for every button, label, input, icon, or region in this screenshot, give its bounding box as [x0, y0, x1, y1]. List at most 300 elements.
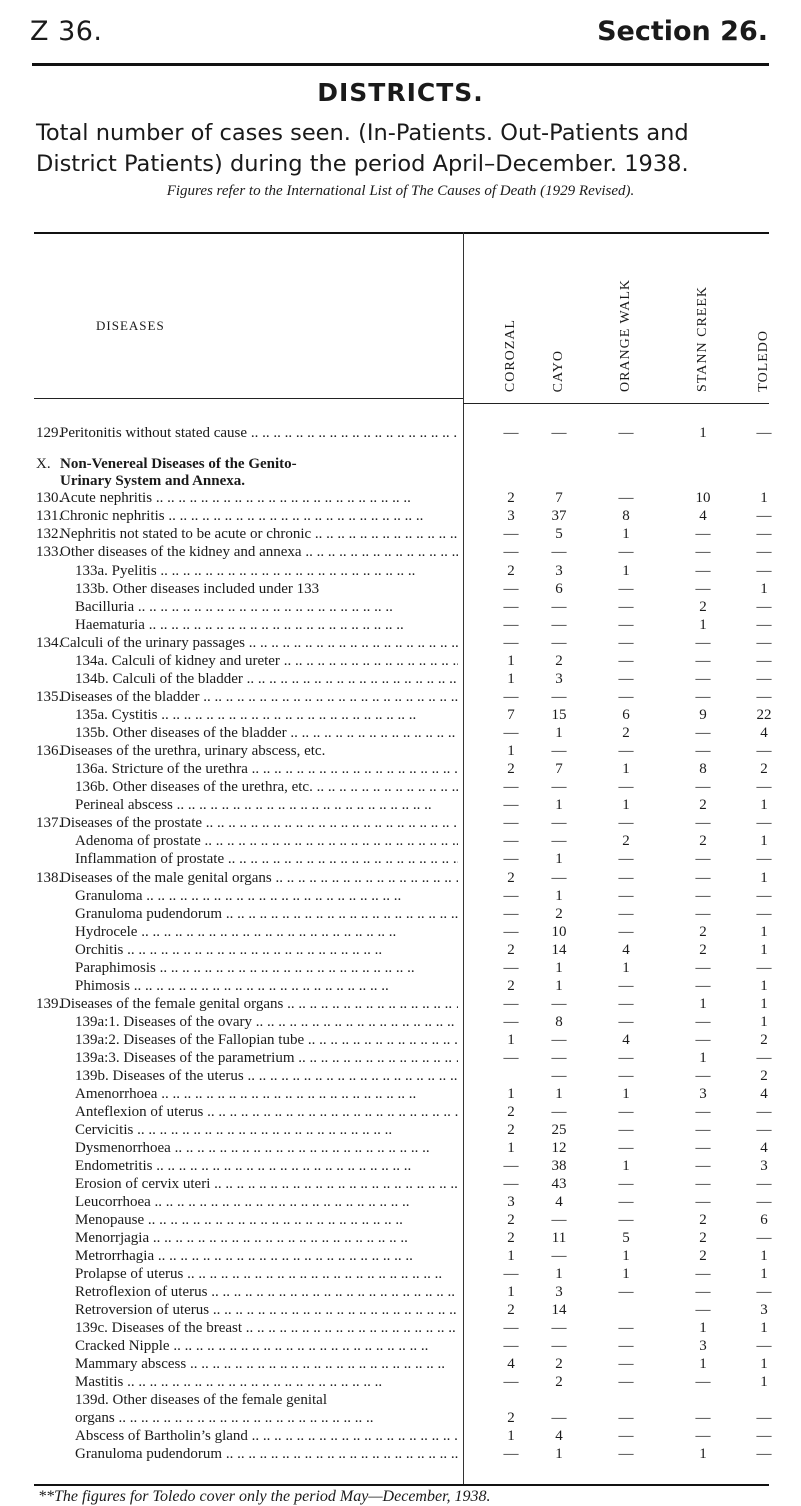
cell-cayo: 2	[555, 1374, 563, 1390]
page-subtitle: Total number of cases seen. (In-Patients. Out-Patients and District Patients) during the period April–December. 1938.	[36, 120, 689, 177]
cell-orange-walk: —	[618, 1050, 634, 1066]
row-label: Erosion of cervix uteri .. ..	[75, 1175, 458, 1193]
cell-stann-creek: —	[695, 725, 711, 741]
cell-orange-walk: —	[618, 1104, 634, 1120]
cell-corozal: —	[503, 1266, 519, 1282]
row-label: 133b. Other diseases included under 133	[75, 581, 320, 597]
cell-toledo: —	[756, 1122, 772, 1138]
cell-stann-creek: —	[695, 1158, 711, 1174]
cell-toledo: —	[756, 617, 772, 633]
cell-toledo: 1	[760, 996, 768, 1012]
cell-stann-creek: 1	[699, 617, 707, 633]
cell-toledo: —	[756, 599, 772, 615]
cell-toledo: —	[756, 425, 772, 441]
cell-stann-creek: —	[695, 671, 711, 687]
cell-stann-creek: —	[695, 779, 711, 795]
cell-toledo: —	[756, 1104, 772, 1120]
cell-corozal: 2	[507, 563, 515, 579]
column-header-toledo: TOLEDO	[756, 330, 771, 392]
cell-toledo: —	[756, 1410, 772, 1426]
cell-stann-creek: —	[695, 960, 711, 976]
cell-cayo: 1	[555, 960, 563, 976]
cell-corozal: —	[503, 689, 519, 705]
cell-orange-walk: —	[618, 743, 634, 759]
cell-orange-walk: —	[618, 779, 634, 795]
table-row	[0, 742, 801, 760]
cell-stann-creek: 3	[699, 1086, 707, 1102]
row-label: Non-Venereal Diseases of the Genito-	[60, 456, 297, 472]
cell-stann-creek: —	[695, 815, 711, 831]
table-row	[0, 814, 801, 832]
table-row	[0, 832, 801, 850]
cell-stann-creek: —	[695, 563, 711, 579]
cell-stann-creek: 1	[699, 1446, 707, 1462]
cell-toledo: 1	[760, 1374, 768, 1390]
table-row	[0, 1193, 801, 1211]
table-row	[0, 706, 801, 724]
cell-cayo: 11	[551, 1230, 567, 1246]
cell-cayo: 2	[555, 906, 563, 922]
cell-corozal: 2	[507, 1302, 515, 1318]
cell-cayo: —	[551, 599, 567, 615]
cell-stann-creek: —	[695, 1194, 711, 1210]
row-label: 139c. Diseases of the breast .. ..	[75, 1319, 458, 1337]
cell-corozal: —	[503, 924, 519, 940]
cell-stann-creek: —	[695, 888, 711, 904]
cell-cayo: 15	[551, 707, 567, 723]
footnote: **The figures for Toledo cover only the period May—December, 1938.	[38, 1488, 491, 1505]
row-label: Mastitis .. ..	[75, 1373, 458, 1391]
row-label: Prolapse of uterus .. ..	[75, 1265, 458, 1283]
table-row	[0, 1391, 801, 1409]
cell-orange-walk: 2	[622, 725, 630, 741]
table-row	[0, 1229, 801, 1247]
cell-cayo: —	[551, 743, 567, 759]
cell-corozal: 2	[507, 978, 515, 994]
cell-toledo: 1	[760, 833, 768, 849]
row-number: 136.	[36, 743, 63, 759]
cell-cayo: 10	[551, 924, 567, 940]
row-label: Other diseases of the kidney and annexa .. ..	[60, 543, 458, 561]
cell-stann-creek: 2	[699, 599, 707, 615]
cell-stann-creek: —	[695, 653, 711, 669]
table-row	[0, 760, 801, 778]
row-label: Amenorrhoea .. ..	[75, 1085, 458, 1103]
cell-orange-walk: —	[618, 851, 634, 867]
cell-orange-walk: —	[618, 544, 634, 560]
cell-corozal: 1	[507, 1248, 515, 1264]
cell-stann-creek: 3	[699, 1338, 707, 1354]
table-bottom-rule	[34, 1484, 769, 1486]
row-number: 134.	[36, 635, 63, 651]
cell-corozal: 2	[507, 1212, 515, 1228]
cell-orange-walk: —	[618, 635, 634, 651]
cell-toledo: —	[756, 906, 772, 922]
cell-orange-walk: 1	[622, 761, 630, 777]
table-row	[0, 850, 801, 868]
row-label: Metrorrhagia .. ..	[75, 1247, 458, 1265]
cell-corozal: 1	[507, 1428, 515, 1444]
cell-stann-creek: —	[695, 1122, 711, 1138]
cell-orange-walk: 1	[622, 960, 630, 976]
cell-stann-creek: —	[695, 635, 711, 651]
table-row	[0, 778, 801, 796]
cell-cayo: 1	[555, 851, 563, 867]
cell-corozal: —	[503, 888, 519, 904]
row-label: Nephritis not stated to be acute or chronic .. ..	[60, 525, 458, 543]
cell-cayo: 3	[555, 671, 563, 687]
cell-corozal: 2	[507, 761, 515, 777]
cell-orange-walk: —	[618, 1428, 634, 1444]
table-row	[0, 1085, 801, 1103]
cell-toledo: 2	[760, 1032, 768, 1048]
cell-cayo: —	[551, 1032, 567, 1048]
table-row	[0, 1373, 801, 1391]
row-label: 139a:3. Diseases of the parametrium .. ..	[75, 1049, 458, 1067]
cell-cayo: 1	[555, 978, 563, 994]
cell-orange-walk: —	[618, 1068, 634, 1084]
cell-cayo: 12	[551, 1140, 567, 1156]
cell-stann-creek: —	[695, 978, 711, 994]
cell-stann-creek: 2	[699, 1230, 707, 1246]
row-label: Paraphimosis .. ..	[75, 959, 458, 977]
row-label: Leucorrhoea .. ..	[75, 1193, 458, 1211]
cell-corozal: 1	[507, 653, 515, 669]
cell-stann-creek: 8	[699, 761, 707, 777]
cell-corozal: 1	[507, 1284, 515, 1300]
cell-stann-creek: —	[695, 1068, 711, 1084]
cell-corozal: —	[503, 425, 519, 441]
header-bottom-rule	[463, 403, 769, 404]
cell-toledo: 1	[760, 1266, 768, 1282]
cell-toledo: —	[756, 1050, 772, 1066]
cell-cayo: —	[551, 635, 567, 651]
row-label: Anteflexion of uterus .. ..	[75, 1103, 458, 1121]
cell-orange-walk: 1	[622, 526, 630, 542]
row-label: Adenoma of prostate .. ..	[75, 832, 458, 850]
cell-toledo: 1	[760, 1320, 768, 1336]
cell-cayo: —	[551, 1320, 567, 1336]
cell-corozal: —	[503, 1374, 519, 1390]
cell-cayo: —	[551, 1410, 567, 1426]
cell-orange-walk: —	[618, 888, 634, 904]
cell-toledo: —	[756, 1176, 772, 1192]
cell-corozal: 1	[507, 1086, 515, 1102]
cell-toledo: —	[756, 689, 772, 705]
row-label: Granuloma .. ..	[75, 887, 458, 905]
reference-note: Figures refer to the International List of The Causes of Death (1929 Revised).	[166, 183, 635, 199]
cell-corozal: —	[503, 635, 519, 651]
cell-orange-walk: —	[618, 689, 634, 705]
cell-orange-walk: —	[618, 1446, 634, 1462]
row-label: 136a. Stricture of the urethra .. ..	[75, 760, 458, 778]
cell-cayo: 4	[555, 1428, 563, 1444]
row-label: Acute nephritis .. ..	[60, 489, 458, 507]
cell-corozal: 2	[507, 1230, 515, 1246]
row-label: 136b. Other diseases of the urethra, etc. .. ..	[75, 778, 458, 796]
row-label: Abscess of Bartholin’s gland .. ..	[75, 1427, 458, 1445]
row-label: Perineal abscess .. ..	[75, 796, 458, 814]
row-label: Inflammation of prostate .. ..	[75, 850, 458, 868]
cell-toledo: —	[756, 743, 772, 759]
cell-orange-walk: 6	[622, 707, 630, 723]
cell-orange-walk: 8	[622, 508, 630, 524]
cell-orange-walk: 4	[622, 1032, 630, 1048]
cell-corozal: 2	[507, 1122, 515, 1138]
row-label: Diseases of the prostate .. ..	[60, 814, 458, 832]
cell-stann-creek: —	[695, 743, 711, 759]
table-row	[0, 1157, 801, 1175]
cell-corozal: —	[503, 906, 519, 922]
header-rule	[32, 63, 769, 66]
row-number: 131.	[36, 508, 63, 524]
cell-toledo: 4	[760, 1086, 768, 1102]
table-row	[0, 562, 801, 580]
cell-stann-creek: 2	[699, 797, 707, 813]
table-row	[0, 455, 801, 473]
cell-stann-creek: —	[695, 906, 711, 922]
cell-corozal: —	[503, 1014, 519, 1030]
cell-toledo: —	[756, 1428, 772, 1444]
cell-orange-walk: —	[618, 978, 634, 994]
cell-toledo: —	[756, 653, 772, 669]
cell-stann-creek: 9	[699, 707, 707, 723]
cell-cayo: —	[551, 1104, 567, 1120]
row-number: 138.	[36, 870, 63, 886]
cell-stann-creek: 1	[699, 996, 707, 1012]
cell-orange-walk: —	[618, 1014, 634, 1030]
cell-cayo: —	[551, 1050, 567, 1066]
cell-orange-walk: 1	[622, 1086, 630, 1102]
cell-toledo: —	[756, 671, 772, 687]
cell-corozal: —	[503, 581, 519, 597]
cell-cayo: 2	[555, 1356, 563, 1372]
cell-orange-walk: —	[618, 1356, 634, 1372]
table-row	[0, 670, 801, 688]
table-row	[0, 1049, 801, 1067]
cell-orange-walk: —	[618, 924, 634, 940]
cell-corozal: 2	[507, 942, 515, 958]
row-label: Menopause .. ..	[75, 1211, 458, 1229]
cell-orange-walk: —	[618, 1410, 634, 1426]
row-label: Diseases of the male genital organs .. ..	[60, 869, 458, 887]
cell-toledo: —	[756, 779, 772, 795]
row-label: Haematuria .. ..	[75, 616, 458, 634]
cell-toledo: 2	[760, 1068, 768, 1084]
cell-stann-creek: 4	[699, 508, 707, 524]
table-row	[0, 887, 801, 905]
table-row	[0, 1409, 801, 1427]
table-row	[0, 543, 801, 561]
cell-toledo: 1	[760, 1248, 768, 1264]
cell-corozal: —	[503, 851, 519, 867]
cell-orange-walk: —	[618, 671, 634, 687]
cell-toledo: —	[756, 1446, 772, 1462]
row-label: 135b. Other diseases of the bladder .. ..	[75, 724, 458, 742]
cell-corozal: 2	[507, 1410, 515, 1426]
cell-corozal: 3	[507, 1194, 515, 1210]
page-title: DISTRICTS.	[317, 78, 484, 107]
row-label: Cracked Nipple .. ..	[75, 1337, 458, 1355]
cell-cayo: 6	[555, 581, 563, 597]
cell-stann-creek: —	[695, 851, 711, 867]
table-row	[0, 634, 801, 652]
row-label: Calculi of the urinary passages .. ..	[60, 634, 458, 652]
cell-toledo: 1	[760, 490, 768, 506]
row-label: 139b. Diseases of the uterus .. ..	[75, 1067, 458, 1085]
cell-orange-walk: —	[618, 1284, 634, 1300]
table-row	[0, 1175, 801, 1193]
row-label: 139a:2. Diseases of the Fallopian tube .. ..	[75, 1031, 458, 1049]
cell-orange-walk: —	[618, 1338, 634, 1354]
table-top-rule	[34, 232, 769, 234]
cell-orange-walk: —	[618, 490, 634, 506]
cell-cayo: 7	[555, 761, 563, 777]
table-row	[0, 959, 801, 977]
row-label: Diseases of the female genital organs .. ..	[60, 995, 458, 1013]
cell-orange-walk: 4	[622, 942, 630, 958]
table-row	[0, 598, 801, 616]
cell-orange-walk: 1	[622, 1248, 630, 1264]
cell-stann-creek: —	[695, 689, 711, 705]
cell-corozal: —	[503, 1050, 519, 1066]
cell-cayo: 3	[555, 563, 563, 579]
table-row	[0, 688, 801, 706]
row-label: organs .. ..	[75, 1409, 458, 1427]
table-row	[0, 472, 801, 490]
cell-orange-walk: 1	[622, 1266, 630, 1282]
row-label: Diseases of the bladder .. ..	[60, 688, 458, 706]
row-label: Cervicitis .. ..	[75, 1121, 458, 1139]
cell-corozal: 2	[507, 1104, 515, 1120]
cell-toledo: —	[756, 1338, 772, 1354]
table-row	[0, 995, 801, 1013]
cell-stann-creek: —	[695, 1104, 711, 1120]
cell-orange-walk: —	[618, 1176, 634, 1192]
cell-cayo: 1	[555, 888, 563, 904]
cell-cayo: —	[551, 689, 567, 705]
cell-cayo: 5	[555, 526, 563, 542]
diseases-column-header: DISEASES	[96, 318, 165, 333]
row-number: X.	[36, 456, 51, 472]
row-label: Granuloma pudendorum .. ..	[75, 905, 458, 923]
row-number: 132.	[36, 526, 63, 542]
cell-corozal: 3	[507, 508, 515, 524]
cell-orange-walk: —	[618, 617, 634, 633]
cell-corozal: —	[503, 544, 519, 560]
cell-corozal: 1	[507, 671, 515, 687]
cell-cayo: —	[551, 544, 567, 560]
cell-orange-walk: —	[618, 1194, 634, 1210]
cell-toledo: 4	[760, 725, 768, 741]
cell-toledo: 6	[760, 1212, 768, 1228]
cell-toledo: —	[756, 1230, 772, 1246]
row-label: Phimosis .. ..	[75, 977, 458, 995]
cell-toledo: 4	[760, 1140, 768, 1156]
cell-toledo: 1	[760, 978, 768, 994]
row-label: Retroflexion of uterus .. ..	[75, 1283, 458, 1301]
cell-cayo: 1	[555, 1086, 563, 1102]
row-label: Retroversion of uterus .. ..	[75, 1301, 458, 1319]
row-number: 135.	[36, 689, 63, 705]
cell-orange-walk: —	[618, 1374, 634, 1390]
cell-orange-walk: —	[618, 815, 634, 831]
cell-corozal: 1	[507, 743, 515, 759]
table-row	[0, 1067, 801, 1085]
table-row	[0, 580, 801, 598]
row-label: Orchitis .. ..	[75, 941, 458, 959]
cell-toledo: —	[756, 563, 772, 579]
table-row	[0, 796, 801, 814]
cell-stann-creek: —	[695, 581, 711, 597]
table-row	[0, 525, 801, 543]
table-row	[0, 1319, 801, 1337]
table-row	[0, 1355, 801, 1373]
cell-cayo: 25	[551, 1122, 567, 1138]
cell-corozal: —	[503, 1446, 519, 1462]
cell-stann-creek: —	[695, 544, 711, 560]
cell-cayo: 1	[555, 725, 563, 741]
table-row	[0, 489, 801, 507]
table-row	[0, 507, 801, 525]
cell-corozal: 2	[507, 490, 515, 506]
cell-corozal: 1	[507, 1140, 515, 1156]
cell-toledo: 22	[756, 707, 772, 723]
cell-corozal: —	[503, 960, 519, 976]
cell-stann-creek: 1	[699, 1356, 707, 1372]
cell-orange-walk: —	[618, 653, 634, 669]
cell-stann-creek: 2	[699, 833, 707, 849]
cell-orange-walk: —	[618, 1212, 634, 1228]
cell-orange-walk: —	[618, 996, 634, 1012]
cell-stann-creek: —	[695, 1014, 711, 1030]
cell-toledo: —	[756, 1284, 772, 1300]
cell-toledo: —	[756, 508, 772, 524]
row-number: 133.	[36, 544, 63, 560]
cell-stann-creek: 10	[695, 490, 711, 506]
row-number: 137.	[36, 815, 63, 831]
row-label: 134b. Calculi of the bladder .. ..	[75, 670, 458, 688]
cell-toledo: 1	[760, 942, 768, 958]
cell-cayo: —	[551, 1338, 567, 1354]
table-row	[0, 1427, 801, 1445]
row-label: Endometritis .. ..	[75, 1157, 458, 1175]
cell-corozal: —	[503, 1158, 519, 1174]
cell-orange-walk: —	[618, 599, 634, 615]
cell-orange-walk: 1	[622, 797, 630, 813]
cell-cayo: 2	[555, 653, 563, 669]
table-row	[0, 1031, 801, 1049]
table-row	[0, 1103, 801, 1121]
row-label: 134a. Calculi of kidney and ureter .. ..	[75, 652, 458, 670]
cell-cayo: —	[551, 833, 567, 849]
cell-toledo: 1	[760, 1356, 768, 1372]
row-number: 129.	[36, 425, 63, 441]
cell-corozal: —	[503, 526, 519, 542]
cell-stann-creek: —	[695, 1374, 711, 1390]
row-label: Mammary abscess .. ..	[75, 1355, 458, 1373]
cell-stann-creek: 2	[699, 1212, 707, 1228]
cell-stann-creek: 1	[699, 425, 707, 441]
cell-cayo: 7	[555, 490, 563, 506]
row-label: Peritonitis without stated cause .. ..	[60, 424, 458, 442]
row-label: 133a. Pyelitis .. ..	[75, 562, 458, 580]
cell-corozal: —	[503, 1320, 519, 1336]
cell-corozal: —	[503, 1338, 519, 1354]
column-header-corozal: COROZAL	[503, 318, 518, 392]
section-label: Section 26.	[597, 16, 768, 47]
cell-orange-walk: 1	[622, 1158, 630, 1174]
